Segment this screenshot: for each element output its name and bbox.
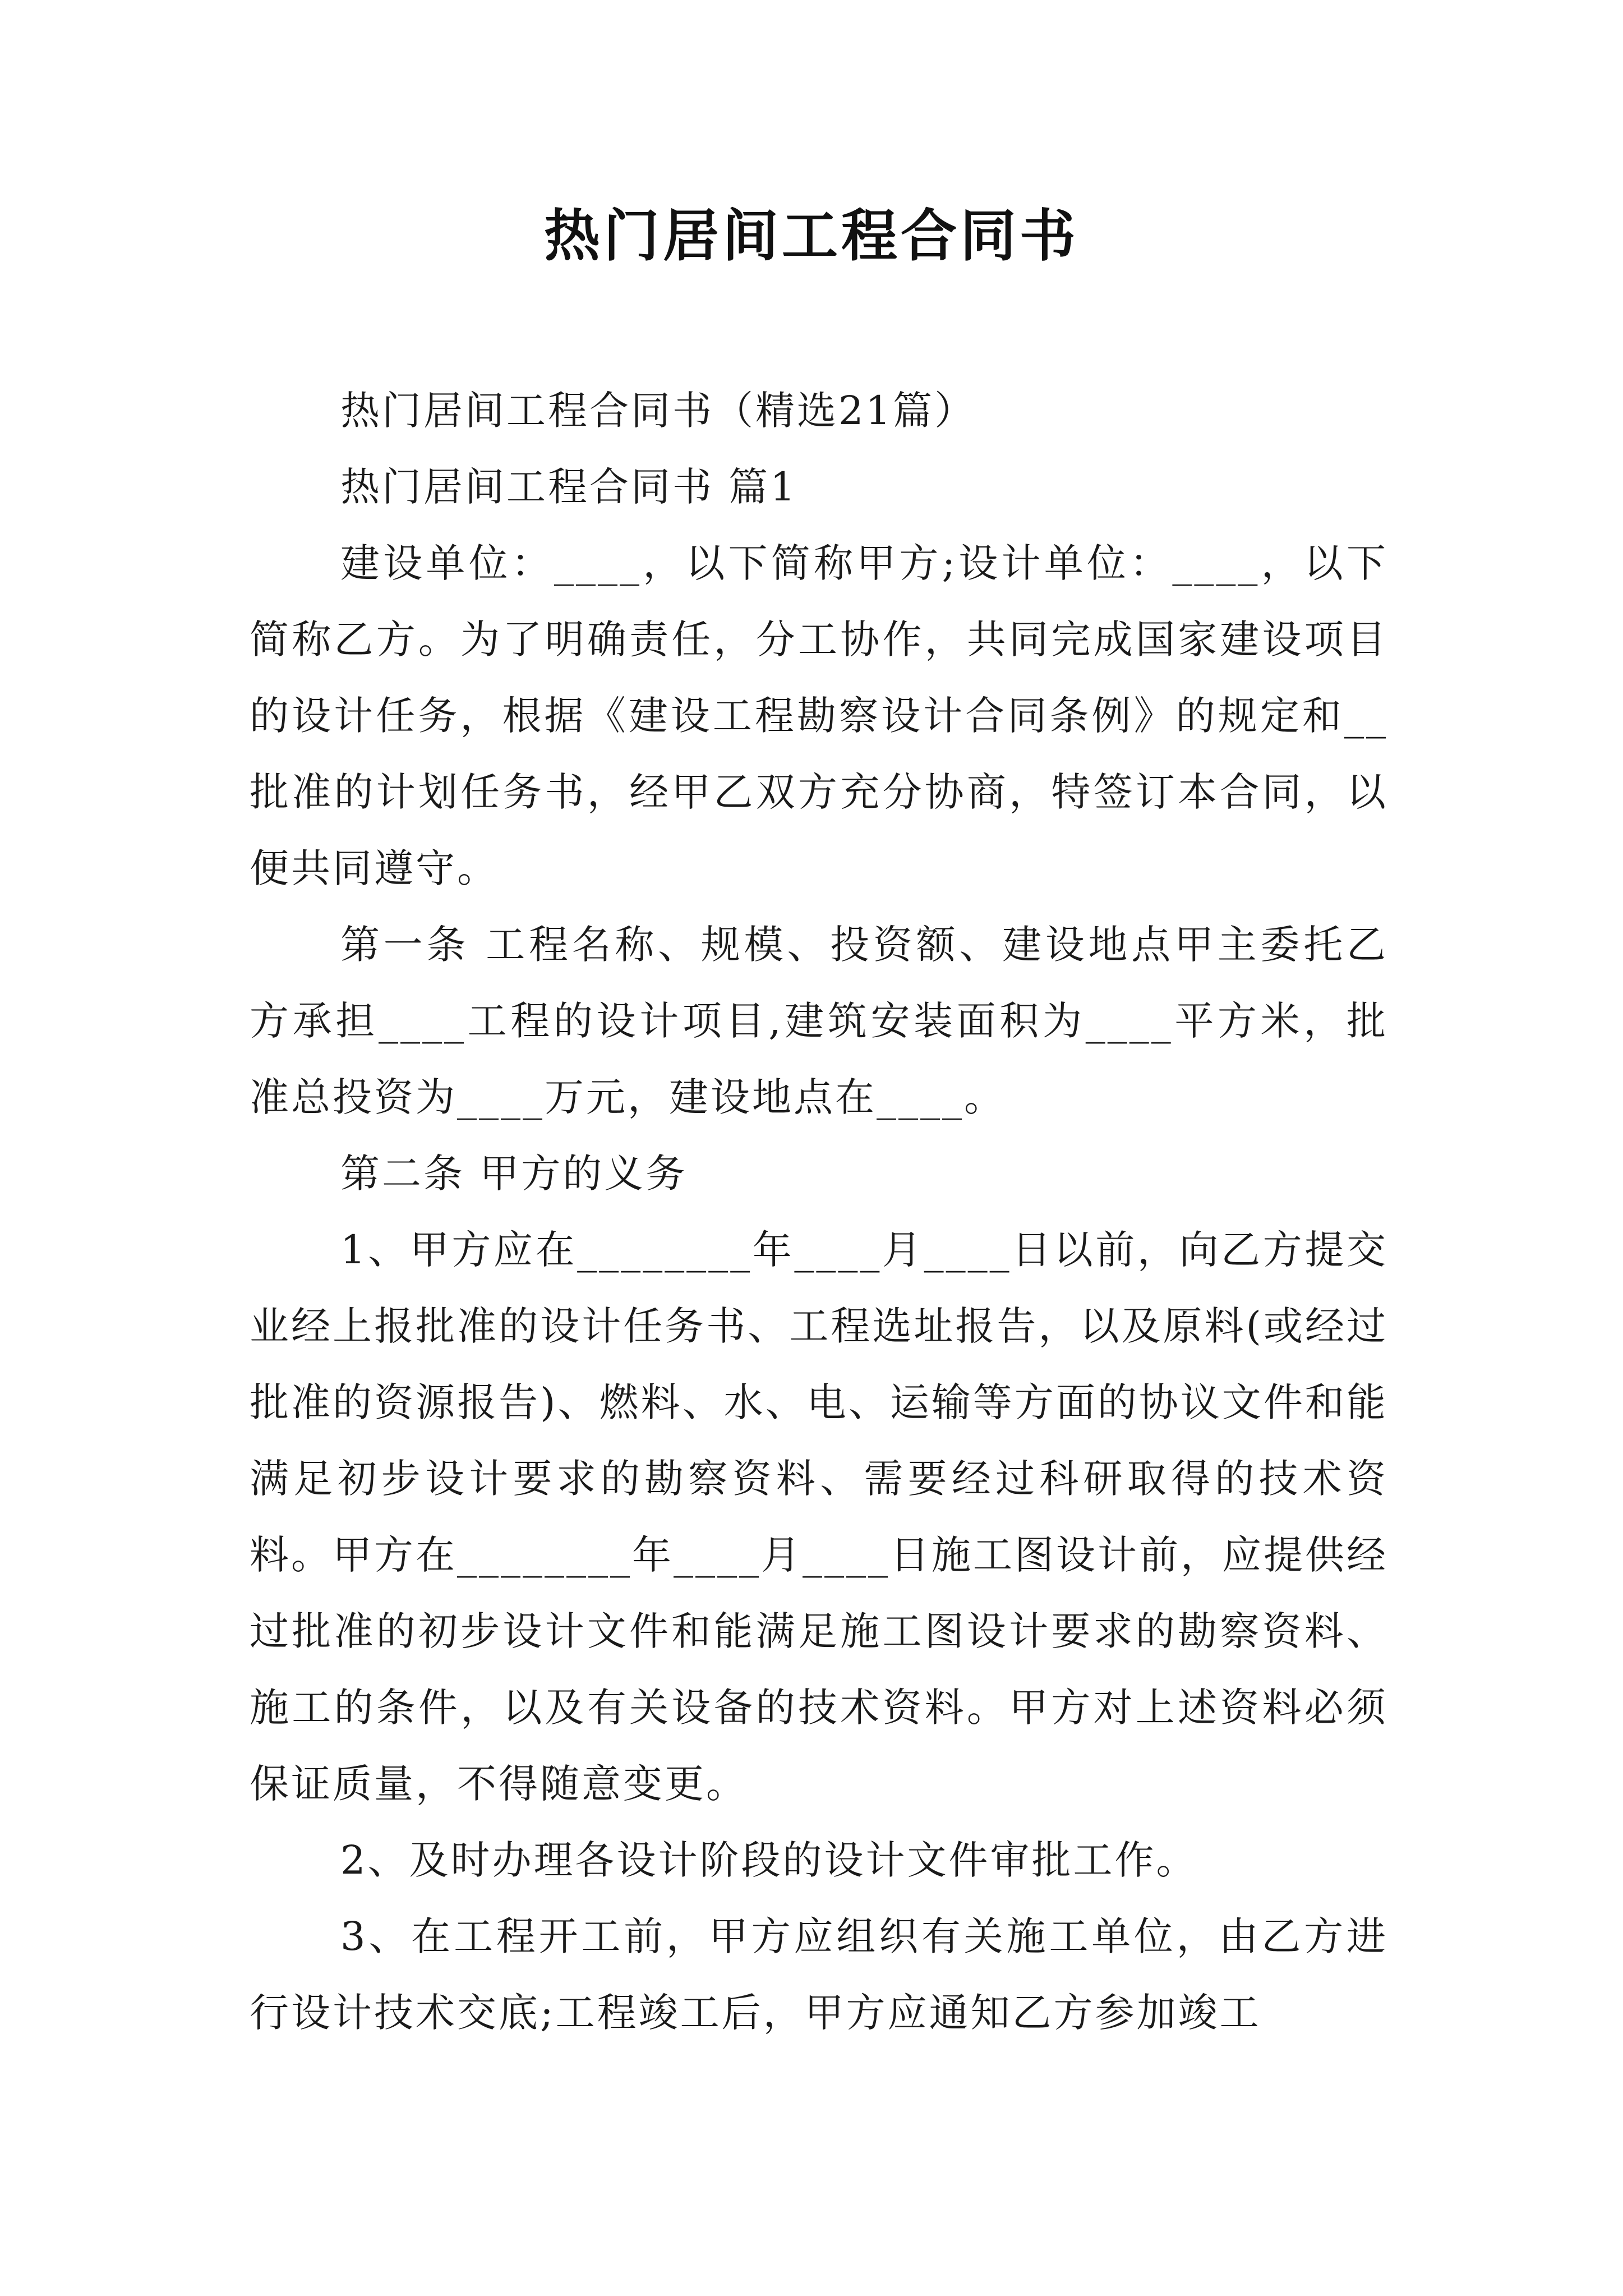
paragraph-clause-2: 2、及时办理各设计阶段的设计文件审批工作。 xyxy=(340,1837,1198,1883)
paragraph-article-2-heading: 第二条 甲方的义务 xyxy=(340,1151,688,1197)
paragraph-intro: 建设单位：____，以下简称甲方;设计单位：____，以下简称乙方。为了明确责任，分工协作，共同完成国家建设项目的设计任务，根据《建设工程勘察设计合同条例》的规定和__批准的计划任务书，经甲乙双方充分协商，特签订本合同，以便共同遵守。 xyxy=(250,540,1388,891)
paragraph-clause-3: 3、在工程开工前，甲方应组织有关施工单位，由乙方进行设计技术交底;工程竣工后，甲方应通知乙方参加竣工 xyxy=(250,1913,1388,2036)
paragraph-clause-1: 1、甲方应在________年____月____日以前，向乙方提交业经上报批准的设计任务书、工程选址报告，以及原料(或经过批准的资源报告)、燃料、水、电、运输等方面的协议文件和能满足初步设计要求的勘察资料、需要经过科研取得的技术资料。甲方在________年____月____日施工图设计前，应提供经过批准的初步设计文件和能满足施工图设计要求的勘察资料、施工的条件，以及有关设备的技术资料。甲方对上述资料必须保证质量，不得随意变更。 xyxy=(250,1227,1388,1807)
paragraph-subtitle: 热门居间工程合同书（精选21篇） xyxy=(340,388,976,434)
document-body xyxy=(250,372,1388,2051)
paragraph-section-heading: 热门居间工程合同书 篇1 xyxy=(340,464,797,510)
document-title: 热门居间工程合同书 xyxy=(544,203,1079,269)
paragraph-article-1: 第一条 工程名称、规模、投资额、建设地点甲主委托乙方承担____工程的设计项目,建筑安装面积为____平方米，批准总投资为____万元，建设地点在____。 xyxy=(250,922,1388,1120)
